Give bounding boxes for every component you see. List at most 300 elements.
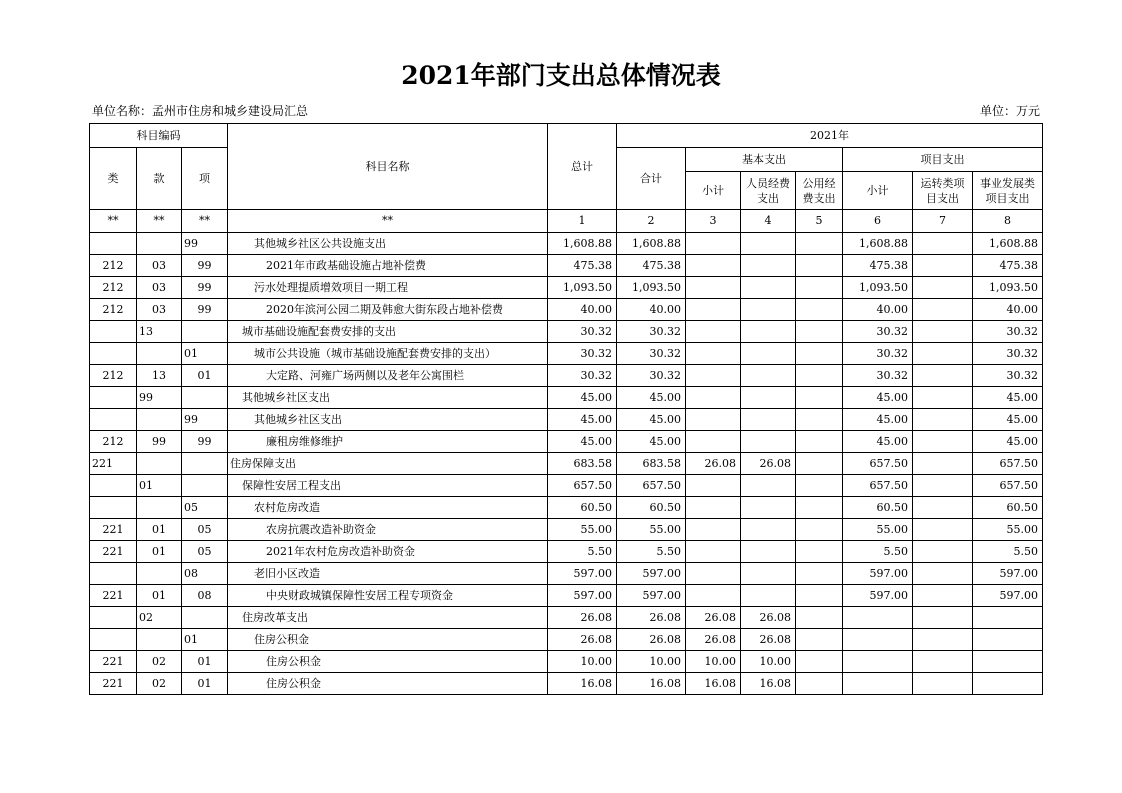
cell-kuan: 03 (137, 299, 182, 321)
header-project: 项目支出 (843, 148, 1043, 172)
cell-basic-subtotal (686, 387, 741, 409)
cell-xiang: 05 (182, 497, 228, 519)
cell-personnel (741, 563, 796, 585)
cell-public (796, 497, 843, 519)
cell-basic-subtotal: 26.08 (686, 453, 741, 475)
table-row (90, 541, 1043, 563)
cell-kuan (137, 343, 182, 365)
cell-kuan (137, 233, 182, 255)
cell-sum: 55.00 (617, 519, 686, 541)
cell-transfer (913, 651, 973, 673)
cell-basic-subtotal (686, 365, 741, 387)
cell-sum: 30.32 (617, 365, 686, 387)
cell-name: 保障性安居工程支出 (228, 475, 548, 497)
cell-transfer (913, 673, 973, 695)
header-personnel: 人员经费支出 (741, 172, 796, 210)
cell-development: 657.50 (973, 453, 1043, 475)
cell-development: 597.00 (973, 563, 1043, 585)
cell-sum: 657.50 (617, 475, 686, 497)
cell-public (796, 585, 843, 607)
cell-transfer (913, 453, 973, 475)
cell-total: 597.00 (548, 585, 617, 607)
cell-development: 30.32 (973, 321, 1043, 343)
cell-basic-subtotal (686, 343, 741, 365)
cell-xiang: 08 (182, 563, 228, 585)
cell-public (796, 299, 843, 321)
cell-personnel: 26.08 (741, 453, 796, 475)
cell-total: 60.50 (548, 497, 617, 519)
cell-kuan (137, 497, 182, 519)
table-row (90, 255, 1043, 277)
cell-kuan: 13 (137, 365, 182, 387)
cell-lei (90, 409, 137, 431)
cell-lei (90, 387, 137, 409)
cell-development: 60.50 (973, 497, 1043, 519)
cell-project-subtotal: 45.00 (843, 409, 913, 431)
table-row (90, 233, 1043, 255)
cell-project-subtotal: 45.00 (843, 431, 913, 453)
cell-public (796, 365, 843, 387)
cell-xiang (182, 387, 228, 409)
cell-lei (90, 321, 137, 343)
cell-lei: 221 (90, 585, 137, 607)
cell-public (796, 453, 843, 475)
cell-kuan: 03 (137, 277, 182, 299)
header-code-group: 科目编码 (90, 124, 228, 148)
table-row (90, 365, 1043, 387)
cell-kuan: 03 (137, 255, 182, 277)
cell-transfer (913, 541, 973, 563)
cell-development (973, 651, 1043, 673)
cell-sum: 30.32 (617, 321, 686, 343)
cell-public (796, 321, 843, 343)
cell-name: 住房公积金 (228, 673, 548, 695)
cell-personnel (741, 233, 796, 255)
cell-development: 45.00 (973, 409, 1043, 431)
num-8: 8 (973, 210, 1043, 233)
cell-project-subtotal: 45.00 (843, 387, 913, 409)
cell-lei: 212 (90, 431, 137, 453)
header-subtotal-all: 合计 (617, 148, 686, 210)
cell-kuan: 99 (137, 431, 182, 453)
table-row (90, 277, 1043, 299)
cell-lei: 221 (90, 651, 137, 673)
cell-personnel (741, 519, 796, 541)
cell-lei: 212 (90, 255, 137, 277)
star-xiang: ** (182, 210, 228, 233)
cell-kuan: 01 (137, 475, 182, 497)
cell-development: 475.38 (973, 255, 1043, 277)
cell-development: 1,093.50 (973, 277, 1043, 299)
cell-basic-subtotal (686, 475, 741, 497)
header-development: 事业发展类项目支出 (973, 172, 1043, 210)
cell-basic-subtotal (686, 497, 741, 519)
cell-xiang: 99 (182, 409, 228, 431)
table-row (90, 299, 1043, 321)
cell-xiang: 99 (182, 299, 228, 321)
num-3: 3 (686, 210, 741, 233)
num-4: 4 (741, 210, 796, 233)
cell-kuan (137, 409, 182, 431)
page-title: 2021年部门支出总体情况表 (401, 61, 721, 90)
header-xiang: 项 (182, 148, 228, 210)
table-body (90, 233, 1043, 695)
star-kuan: ** (137, 210, 182, 233)
cell-development: 30.32 (973, 365, 1043, 387)
cell-development: 597.00 (973, 585, 1043, 607)
cell-public (796, 387, 843, 409)
header-year: 2021年 (617, 124, 1043, 148)
cell-transfer (913, 629, 973, 651)
table-row (90, 497, 1043, 519)
cell-kuan: 01 (137, 541, 182, 563)
cell-basic-subtotal (686, 563, 741, 585)
cell-xiang: 99 (182, 431, 228, 453)
cell-basic-subtotal: 26.08 (686, 629, 741, 651)
cell-transfer (913, 277, 973, 299)
cell-total: 30.32 (548, 321, 617, 343)
cell-kuan: 02 (137, 673, 182, 695)
cell-basic-subtotal (686, 277, 741, 299)
cell-kuan: 02 (137, 607, 182, 629)
cell-transfer (913, 233, 973, 255)
cell-lei (90, 343, 137, 365)
cell-lei (90, 233, 137, 255)
cell-name: 2020年滨河公园二期及韩愈大街东段占地补偿费 (228, 299, 548, 321)
cell-sum: 45.00 (617, 387, 686, 409)
cell-lei: 221 (90, 519, 137, 541)
header-total: 总计 (548, 124, 617, 210)
cell-project-subtotal: 475.38 (843, 255, 913, 277)
header-kuan: 款 (137, 148, 182, 210)
cell-project-subtotal: 597.00 (843, 563, 913, 585)
header-project-subtotal: 小计 (843, 172, 913, 210)
cell-kuan (137, 563, 182, 585)
cell-lei: 221 (90, 541, 137, 563)
cell-total: 40.00 (548, 299, 617, 321)
cell-transfer (913, 387, 973, 409)
cell-total: 26.08 (548, 607, 617, 629)
cell-xiang: 01 (182, 629, 228, 651)
cell-total: 45.00 (548, 409, 617, 431)
cell-basic-subtotal (686, 255, 741, 277)
cell-public (796, 475, 843, 497)
cell-sum: 1,608.88 (617, 233, 686, 255)
cell-project-subtotal: 30.32 (843, 321, 913, 343)
cell-personnel (741, 321, 796, 343)
cell-kuan: 01 (137, 519, 182, 541)
cell-public (796, 519, 843, 541)
cell-name: 城市公共设施（城市基础设施配套费安排的支出） (228, 343, 548, 365)
cell-project-subtotal: 657.50 (843, 453, 913, 475)
cell-xiang (182, 321, 228, 343)
cell-name: 中央财政城镇保障性安居工程专项资金 (228, 585, 548, 607)
cell-project-subtotal: 60.50 (843, 497, 913, 519)
table-row (90, 585, 1043, 607)
cell-sum: 597.00 (617, 585, 686, 607)
cell-total: 16.08 (548, 673, 617, 695)
table-row (90, 629, 1043, 651)
cell-project-subtotal (843, 629, 913, 651)
cell-name: 农村危房改造 (228, 497, 548, 519)
cell-public (796, 541, 843, 563)
cell-project-subtotal (843, 607, 913, 629)
cell-development (973, 673, 1043, 695)
table-row (90, 321, 1043, 343)
cell-basic-subtotal (686, 431, 741, 453)
cell-total: 45.00 (548, 431, 617, 453)
cell-personnel (741, 365, 796, 387)
star-name: ** (228, 210, 548, 233)
cell-transfer (913, 519, 973, 541)
cell-public (796, 233, 843, 255)
cell-development: 657.50 (973, 475, 1043, 497)
cell-sum: 45.00 (617, 409, 686, 431)
cell-personnel: 26.08 (741, 607, 796, 629)
cell-total: 1,093.50 (548, 277, 617, 299)
cell-personnel (741, 299, 796, 321)
cell-transfer (913, 497, 973, 519)
cell-name: 住房公积金 (228, 629, 548, 651)
cell-total: 26.08 (548, 629, 617, 651)
cell-project-subtotal (843, 651, 913, 673)
cell-kuan: 99 (137, 387, 182, 409)
cell-project-subtotal: 30.32 (843, 365, 913, 387)
table-row (90, 431, 1043, 453)
cell-total: 10.00 (548, 651, 617, 673)
cell-public (796, 409, 843, 431)
cell-lei: 212 (90, 299, 137, 321)
cell-lei (90, 475, 137, 497)
cell-personnel (741, 497, 796, 519)
cell-name: 其他城乡社区公共设施支出 (228, 233, 548, 255)
cell-xiang: 99 (182, 277, 228, 299)
cell-name: 2021年农村危房改造补助资金 (228, 541, 548, 563)
cell-total: 683.58 (548, 453, 617, 475)
cell-xiang (182, 475, 228, 497)
cell-public (796, 431, 843, 453)
table-row (90, 387, 1043, 409)
cell-transfer (913, 299, 973, 321)
cell-total: 597.00 (548, 563, 617, 585)
cell-development: 45.00 (973, 431, 1043, 453)
cell-basic-subtotal (686, 299, 741, 321)
cell-sum: 26.08 (617, 629, 686, 651)
cell-name: 住房公积金 (228, 651, 548, 673)
cell-name: 住房保障支出 (228, 453, 548, 475)
cell-kuan: 01 (137, 585, 182, 607)
table-row (90, 453, 1043, 475)
cell-sum: 10.00 (617, 651, 686, 673)
cell-sum: 45.00 (617, 431, 686, 453)
cell-name: 老旧小区改造 (228, 563, 548, 585)
table-row (90, 475, 1043, 497)
cell-development: 5.50 (973, 541, 1043, 563)
cell-project-subtotal: 597.00 (843, 585, 913, 607)
cell-total: 55.00 (548, 519, 617, 541)
cell-lei: 212 (90, 365, 137, 387)
cell-sum: 5.50 (617, 541, 686, 563)
cell-personnel (741, 431, 796, 453)
cell-total: 30.32 (548, 365, 617, 387)
header-public: 公用经费支出 (796, 172, 843, 210)
cell-basic-subtotal (686, 409, 741, 431)
cell-public (796, 255, 843, 277)
cell-name: 廉租房维修维护 (228, 431, 548, 453)
budget-table (89, 123, 1043, 695)
cell-transfer (913, 255, 973, 277)
cell-xiang: 01 (182, 343, 228, 365)
cell-lei (90, 497, 137, 519)
star-lei: ** (90, 210, 137, 233)
cell-project-subtotal: 55.00 (843, 519, 913, 541)
currency-unit-label: 单位：万元 (979, 104, 1040, 118)
cell-total: 45.00 (548, 387, 617, 409)
cell-kuan (137, 629, 182, 651)
table-row (90, 409, 1043, 431)
cell-transfer (913, 475, 973, 497)
cell-transfer (913, 563, 973, 585)
table-row (90, 343, 1043, 365)
cell-name: 其他城乡社区支出 (228, 409, 548, 431)
cell-basic-subtotal (686, 585, 741, 607)
cell-xiang: 01 (182, 651, 228, 673)
cell-project-subtotal: 657.50 (843, 475, 913, 497)
cell-sum: 683.58 (617, 453, 686, 475)
cell-lei (90, 607, 137, 629)
cell-lei: 221 (90, 453, 137, 475)
cell-development: 45.00 (973, 387, 1043, 409)
cell-basic-subtotal (686, 519, 741, 541)
cell-basic-subtotal: 10.00 (686, 651, 741, 673)
table-row (90, 519, 1043, 541)
cell-lei: 212 (90, 277, 137, 299)
cell-xiang (182, 453, 228, 475)
cell-xiang: 05 (182, 519, 228, 541)
cell-transfer (913, 343, 973, 365)
cell-xiang: 99 (182, 255, 228, 277)
cell-development (973, 607, 1043, 629)
cell-name: 大定路、河雍广场两侧以及老年公寓围栏 (228, 365, 548, 387)
cell-basic-subtotal: 16.08 (686, 673, 741, 695)
cell-kuan (137, 453, 182, 475)
cell-sum: 40.00 (617, 299, 686, 321)
cell-development: 30.32 (973, 343, 1043, 365)
cell-public (796, 673, 843, 695)
cell-development (973, 629, 1043, 651)
cell-public (796, 651, 843, 673)
cell-name: 城市基础设施配套费安排的支出 (228, 321, 548, 343)
cell-name: 其他城乡社区支出 (228, 387, 548, 409)
cell-lei: 221 (90, 673, 137, 695)
header-lei: 类 (90, 148, 137, 210)
cell-development: 55.00 (973, 519, 1043, 541)
cell-personnel: 26.08 (741, 629, 796, 651)
cell-basic-subtotal (686, 233, 741, 255)
cell-name: 住房改革支出 (228, 607, 548, 629)
cell-development: 40.00 (973, 299, 1043, 321)
cell-transfer (913, 431, 973, 453)
cell-kuan: 02 (137, 651, 182, 673)
cell-xiang: 08 (182, 585, 228, 607)
cell-project-subtotal: 1,093.50 (843, 277, 913, 299)
cell-personnel: 10.00 (741, 651, 796, 673)
num-6: 6 (843, 210, 913, 233)
cell-personnel (741, 585, 796, 607)
cell-xiang: 01 (182, 365, 228, 387)
table-header (90, 124, 1043, 233)
cell-basic-subtotal (686, 541, 741, 563)
num-1: 1 (548, 210, 617, 233)
header-transfer: 运转类项目支出 (913, 172, 973, 210)
cell-development: 1,608.88 (973, 233, 1043, 255)
cell-total: 475.38 (548, 255, 617, 277)
cell-personnel: 16.08 (741, 673, 796, 695)
cell-transfer (913, 607, 973, 629)
cell-total: 1,608.88 (548, 233, 617, 255)
cell-transfer (913, 365, 973, 387)
cell-public (796, 343, 843, 365)
unit-name-label: 单位名称：孟州市住房和城乡建设局汇总 (92, 104, 309, 118)
table-row (90, 651, 1043, 673)
num-5: 5 (796, 210, 843, 233)
cell-personnel (741, 409, 796, 431)
cell-basic-subtotal (686, 321, 741, 343)
cell-xiang: 99 (182, 233, 228, 255)
cell-public (796, 629, 843, 651)
header-basic-subtotal: 小计 (686, 172, 741, 210)
cell-project-subtotal (843, 673, 913, 695)
cell-transfer (913, 321, 973, 343)
cell-personnel (741, 343, 796, 365)
cell-xiang: 05 (182, 541, 228, 563)
cell-project-subtotal: 1,608.88 (843, 233, 913, 255)
cell-sum: 26.08 (617, 607, 686, 629)
cell-personnel (741, 277, 796, 299)
table-row (90, 563, 1043, 585)
cell-sum: 30.32 (617, 343, 686, 365)
cell-lei (90, 563, 137, 585)
cell-project-subtotal: 40.00 (843, 299, 913, 321)
cell-transfer (913, 409, 973, 431)
cell-sum: 16.08 (617, 673, 686, 695)
num-7: 7 (913, 210, 973, 233)
cell-sum: 60.50 (617, 497, 686, 519)
cell-transfer (913, 585, 973, 607)
table-row (90, 607, 1043, 629)
num-2: 2 (617, 210, 686, 233)
cell-total: 657.50 (548, 475, 617, 497)
cell-xiang (182, 607, 228, 629)
cell-lei (90, 629, 137, 651)
header-basic: 基本支出 (686, 148, 843, 172)
cell-name: 污水处理提质增效项目一期工程 (228, 277, 548, 299)
cell-project-subtotal: 30.32 (843, 343, 913, 365)
cell-basic-subtotal: 26.08 (686, 607, 741, 629)
cell-personnel (741, 387, 796, 409)
cell-project-subtotal: 5.50 (843, 541, 913, 563)
cell-sum: 1,093.50 (617, 277, 686, 299)
header-name: 科目名称 (228, 124, 548, 210)
cell-name: 2021年市政基础设施占地补偿费 (228, 255, 548, 277)
cell-kuan: 13 (137, 321, 182, 343)
cell-personnel (741, 475, 796, 497)
cell-xiang: 01 (182, 673, 228, 695)
table-row (90, 673, 1043, 695)
cell-total: 30.32 (548, 343, 617, 365)
cell-total: 5.50 (548, 541, 617, 563)
cell-personnel (741, 541, 796, 563)
